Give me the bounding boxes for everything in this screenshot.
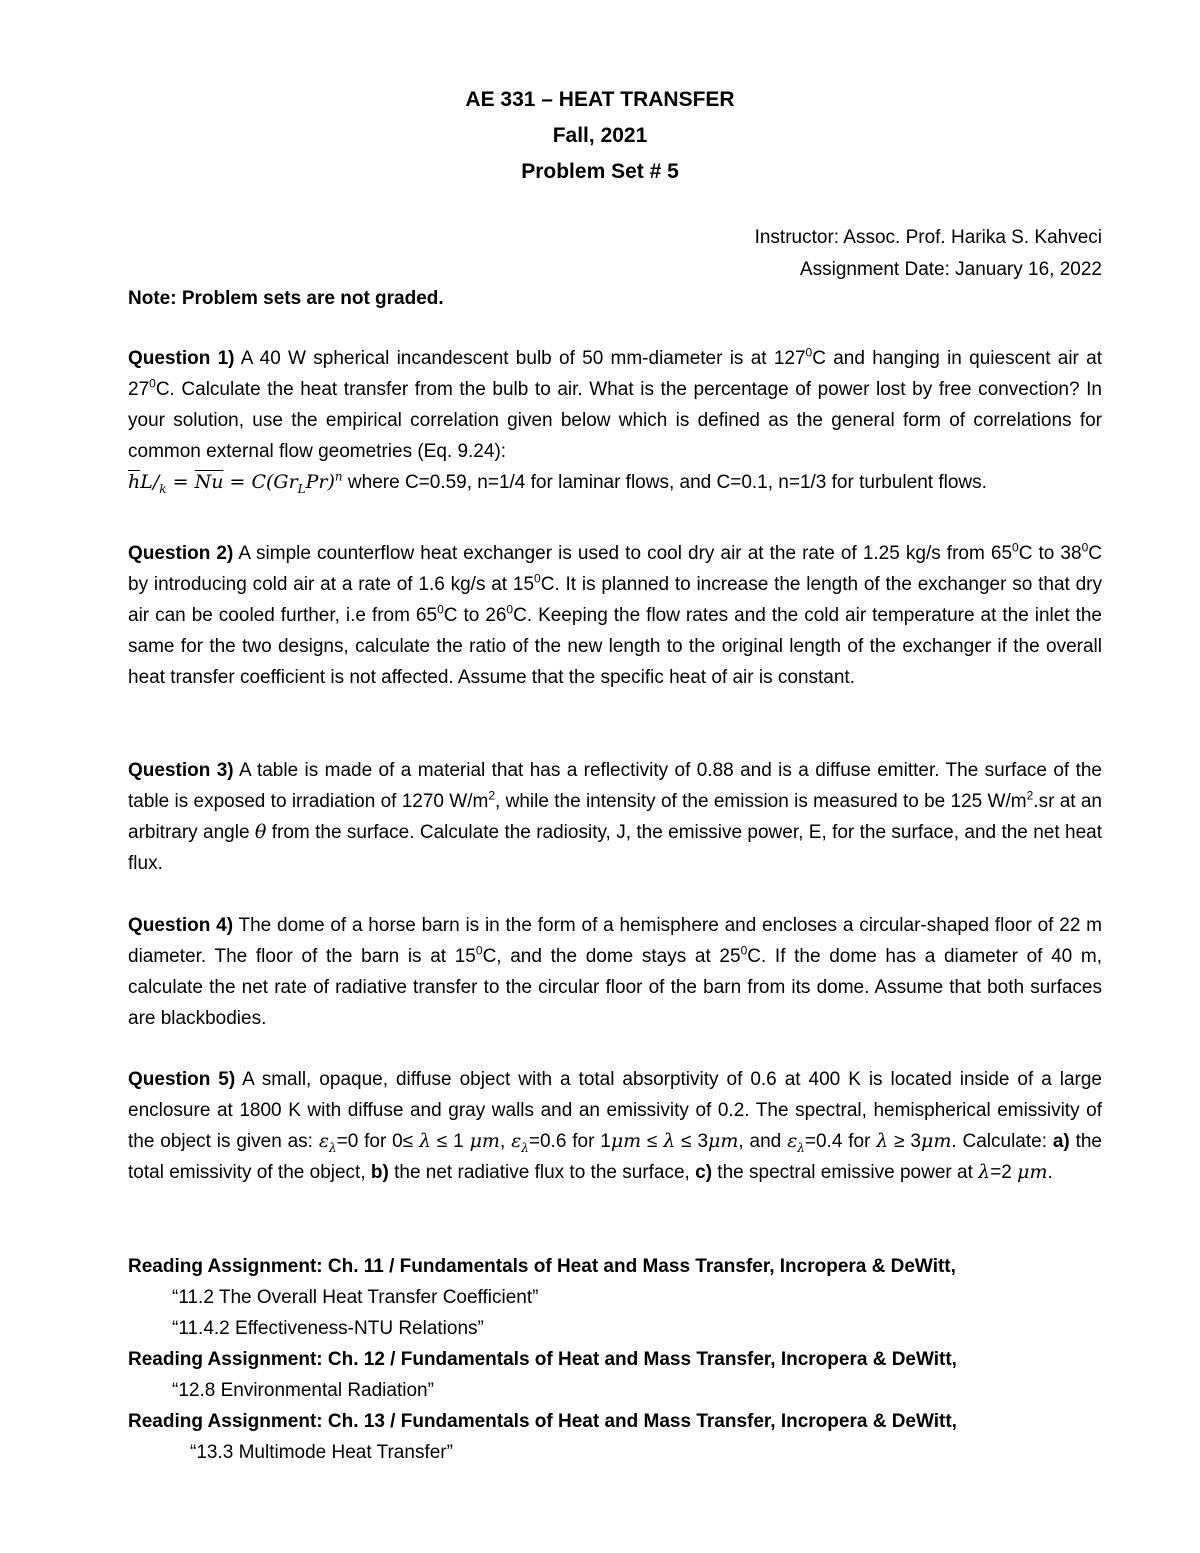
reading-heading-ch12: Reading Assignment: Ch. 12 / Fundamentals of Heat and Mass Transfer, Incropera & DeWitt, [128,1349,957,1370]
course-title: AE 331 – HEAT TRANSFER [465,88,735,111]
assignment-date: Assignment Date: January 16, 2022 [799,259,1102,280]
question-3: Question 3) A table is made of a material that has a reflectivity of 0.88 and is a diffuse emitter. The surface of the table is exposed to irradiation of 1270 $W/m^2$, while the intensity of the emission is measured to be 125 $W/m^2.sr$ at an arbitrary angle θ from the surface. Calculate the radiosity, J, the emissive power, E, for the surface, and the net heat flux. [128,760,1102,874]
instructor: Instructor: Assoc. Prof. Harika S. Kahveci [754,227,1102,248]
reading-item: “13.3 Multimode Heat Transfer” [190,1442,453,1463]
question-1: Question 1) A 40 W spherical incandescent bulb of 50 mm-diameter is at $127^0C$ and hanging in quiescent air at $27^0C$. Calculate the heat transfer from the bulb to air. What is the percentage of power lost by free convection? In your solution, use the empirical correlation given below which is defined as the general form of correlations for common external flow geometries (Eq. 9.24): $\overline{h}L/_k = \overline{Nu} = C(Gr_LPr)^n$ where C=0.59, n=1/4 for laminar flows, and C=0.1, n=1/3 for turbulent flows. [128,343,1102,498]
question-label: Question 4) [128,915,234,936]
question-4: Question 4) The dome of a horse barn is in the form of a hemisphere and encloses a circular-shaped floor of 22 m diameter. The floor of the barn is at $15^0C$, and the dome stays at $25^0C$. If the dome has a diameter of 40 m, calculate the net rate of radiative transfer to the circular floor of the barn from its dome. Assume that both surfaces are blackbodies. [128,915,1103,1029]
question-label: Question 2) [128,543,234,564]
question-label: Question 5) [128,1069,236,1090]
reading-assignments [128,1251,1128,1468]
reading-item: “11.4.2 Effectiveness-NTU Relations” [172,1318,484,1339]
question-2: Question 2) A simple counterflow heat exchanger is used to cool dry air at the rate of 1.25 kg/s from $65^0C$ to $38^0C$ by introducing cold air at a rate of 1.6 kg/s at $15^0C$. It is planned to increase the length of the exchanger so that dry air can be cooled further, i.e from $65^0C$ to $26^0C$. Keeping the flow rates and the cold air temperature at the inlet the same for the two designs, calculate the ratio of the new length to the original length of the exchanger if the overall heat transfer coefficient is not affected. Assume that the specific heat of air is constant. [128,540,1103,688]
term: Fall, 2021 [552,124,648,147]
reading-heading-ch11: Reading Assignment: Ch. 11 / Fundamentals of Heat and Mass Transfer, Incropera & DeWitt, [128,1256,956,1277]
reading-item: “12.8 Environmental Radiation” [172,1380,434,1401]
reading-item: “11.2 The Overall Heat Transfer Coefficient” [172,1287,539,1308]
note: Note: Problem sets are not graded. [128,288,444,309]
title-block [0,82,1200,190]
question-5: Question 5) A small, opaque, diffuse object with a total absorptivity of 0.6 at 400 K is located inside of a large enclosure at 1800 K with diffuse and gray walls and an emissivity of 0.2. The spectral, hemispherical emissivity of the object is given as: $\varepsilon_\lambda=0$ for 0≤ λ ≤ 1 μm, $\varepsilon_\lambda=0.6$ for 1μm ≤ λ ≤ 3μm, and $\varepsilon_\lambda=0.4$ for λ ≥ 3μm. Calculate: a) the total emissivity of the object, b) the net radiative flux to the surface, c) the spectral emissive power at λ=2 μm. [128,1069,1102,1183]
question-label: Question 3) [128,760,234,781]
reading-heading-ch13: Reading Assignment: Ch. 13 / Fundamentals of Heat and Mass Transfer, Incropera & DeWitt, [128,1411,957,1432]
question-label: Question 1) [128,348,235,369]
correlation-equation: $\overline{h}L/_k = \overline{Nu} = C(Gr_LPr)^n$ where C=0.59, n=1/4 for laminar flows, and C=0.1, n=1/3 for turbulent flows. [128,469,987,496]
meta-block [755,222,1102,286]
problem-set-title: Problem Set # 5 [521,160,679,183]
